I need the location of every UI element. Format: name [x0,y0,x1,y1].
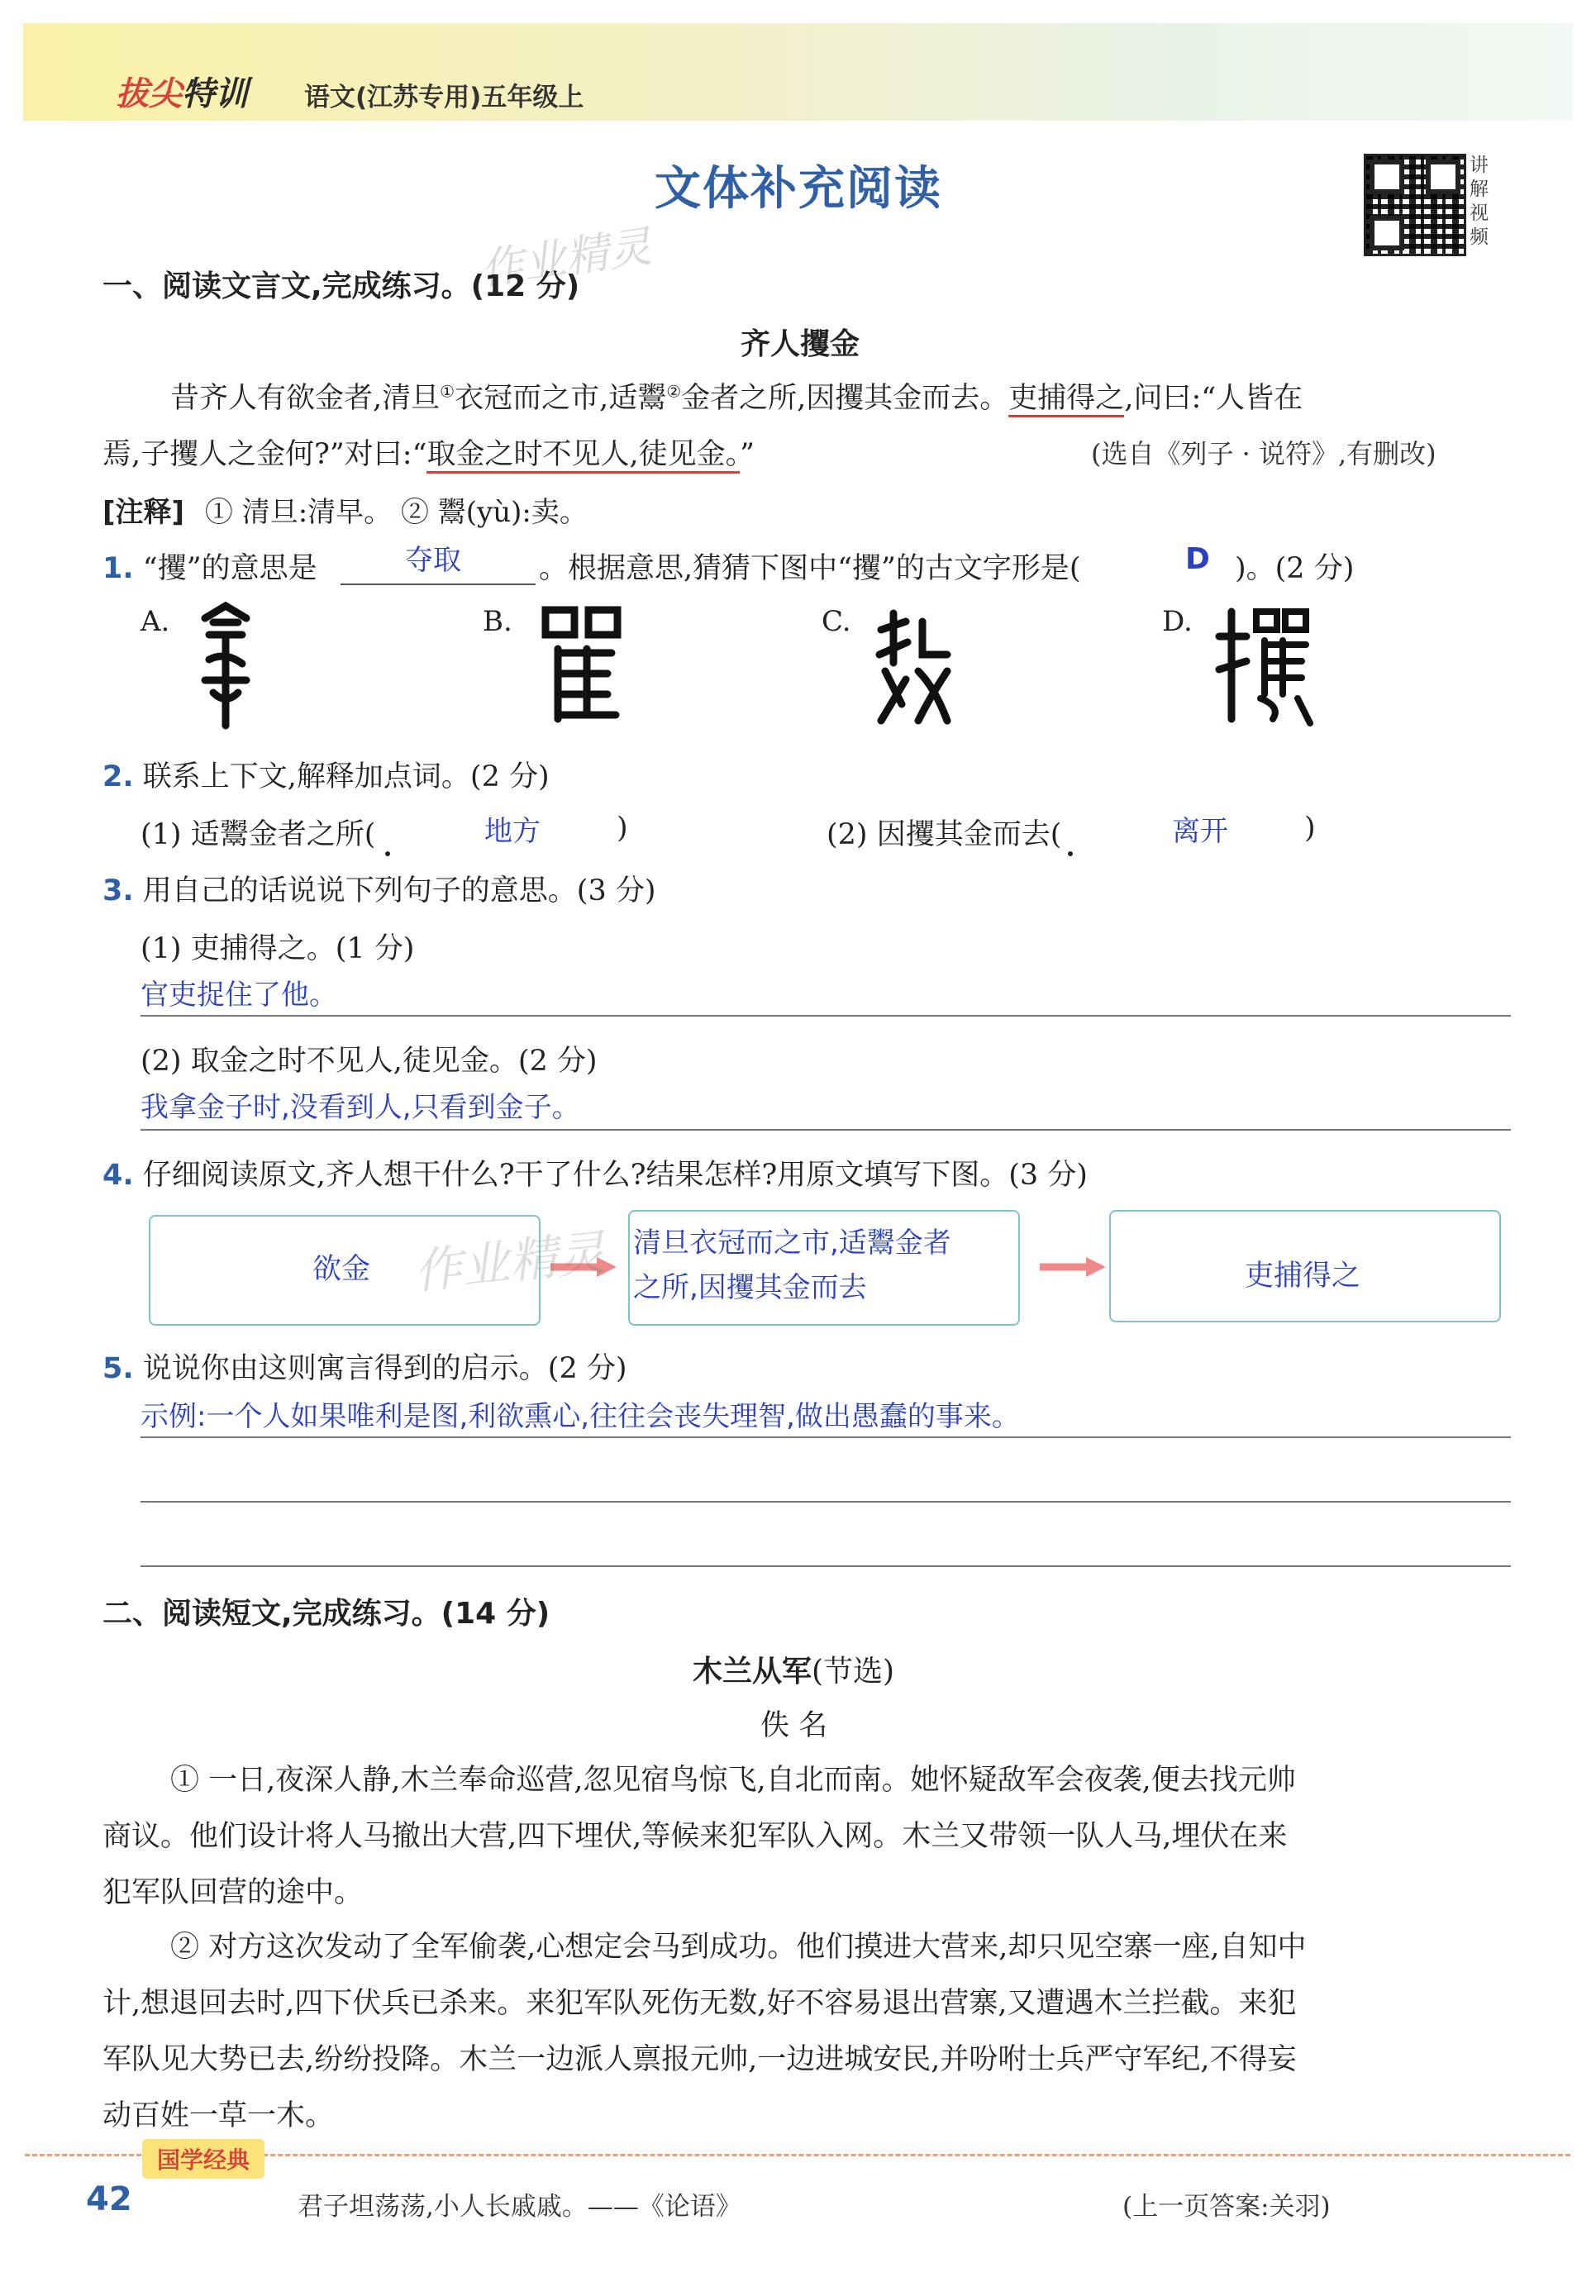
paragraph-line: 动百姓一草一木。 [102,2099,335,2132]
flow-box-text: 吏捕得之 [1245,1260,1361,1293]
ancient-glyph-c [873,605,955,729]
answer-line [141,1501,1511,1503]
question-text: 联系上下文,解释加点词。(2 分) [142,760,550,793]
flow-box-text: 之所,因攫其金而去 [633,1271,867,1304]
source-citation: (选自《列子 · 说符》,有删改) [1091,438,1436,469]
question-number: 2. [102,760,134,793]
paragraph-line: ① 一日,夜深人静,木兰奉命巡营,忽见宿鸟惊飞,自北而南。她怀疑敌军会夜袭,便去找元帅 [170,1764,1296,1797]
note-label: [注释] [102,496,185,529]
answer-text: 我拿金子时,没看到人,只看到金子。 [141,1091,580,1124]
paragraph-line: 商议。他们设计将人马撤出大营,四下埋伏,等候来犯军队入网。木兰又带领一队人马,埋伏在来 [102,1820,1288,1853]
answer-line [141,1129,1511,1131]
paragraph-line: 犯军队回营的途中。 [102,1876,364,1909]
question-5 [102,1346,627,1387]
q3-item-1: (1) 吏捕得之。(1 分) [141,932,415,965]
flow-box-text: 清旦衣冠而之市,适鬻金者 [633,1227,951,1260]
answer-choice: D [1185,542,1210,576]
ancient-glyph-b [537,603,628,727]
section2-heading: 二、阅读短文,完成练习。(14 分) [102,1597,550,1631]
underlined-sentence: 吏捕得之 [1008,382,1124,417]
answer-text: 离开 [1172,815,1228,848]
brand-part-a: 拔尖 [116,75,182,113]
question-text: “攫”的意思是 [142,552,317,585]
page-title: 文体补充阅读 [655,162,942,216]
footer-tag: 国学经典 [142,2139,264,2179]
ancient-glyph-d [1215,603,1314,727]
option-label-c: C. [822,605,851,638]
passage-text: 昔齐人有欲金者,清旦 [170,382,441,415]
brand-part-b: 特训 [182,75,248,113]
answer-text: 示例:一个人如果唯利是图,利欲熏心,往往会丧失理智,做出愚蠢的事来。 [141,1400,1020,1433]
note-text: ① 清旦:清早。 ② 鬻(yù):卖。 [204,496,588,529]
question-text: 。根据意思,猜猜下图中“攫”的古文字形是( [539,552,1081,585]
passage-line-2 [102,431,755,473]
question-text: 说说你由这则寓言得到的启示。(2 分) [142,1352,627,1385]
question-3 [102,868,656,909]
passage-text: ,问曰:“人皆在 [1124,382,1303,415]
answer-line [141,1436,1511,1438]
flow-arrow [1038,1255,1108,1279]
subject-label: 语文(江苏专用)五年级上 [304,83,584,112]
page-number: 42 [86,2180,132,2218]
question-text: 用自己的话说说下列句子的意思。(3 分) [142,874,656,907]
close-paren: ) [617,812,628,845]
text-title: 齐人攫金 [741,327,860,361]
answer-blank [341,584,536,585]
passage-text: ” [740,438,755,471]
answer-line [141,1565,1511,1567]
paragraph-line: 军队见大势已去,纷纷投降。木兰一边派人禀报元帅,一边进城安民,并吩咐士兵严守军纪,不得妄 [102,2043,1297,2076]
section1-heading: 一、阅读文言文,完成练习。(12 分) [102,269,580,303]
option-label-a: A. [141,605,170,638]
passage-text: 焉,子攫人之金何?”对曰:“ [102,438,427,471]
answer-text: 地方 [484,815,541,848]
title-main: 木兰从军 [693,1655,812,1689]
author: 佚 名 [760,1709,828,1742]
paragraph-line: ② 对方这次发动了全军偷袭,心想定会马到成功。他们摸进大营来,却只见空寨一座,自知中 [170,1931,1307,1964]
question-number: 5. [102,1352,134,1385]
question-1 [102,545,317,587]
answer-line [141,1015,1511,1017]
underlined-sentence: 取金之时不见人,徒见金。 [426,438,740,474]
question-2 [102,754,550,795]
question-4 [102,1152,1088,1193]
question-text: )。(2 分) [1235,552,1355,585]
question-number: 3. [102,874,134,907]
flow-box-text: 欲金 [312,1253,371,1286]
question-number: 4. [102,1159,134,1192]
q3-item-2: (2) 取金之时不见人,徒见金。(2 分) [141,1045,598,1078]
header-banner [23,23,1573,121]
text-title [693,1648,894,1690]
answer-text: 夺取 [405,544,461,577]
emphasis-dot [385,851,390,856]
answer-text: 官吏捉住了他。 [141,979,337,1012]
footer-quote: 君子坦荡荡,小人长戚戚。——《论语》 [298,2192,741,2222]
brand-logo [116,68,248,115]
close-paren: ) [1304,812,1316,845]
qr-code[interactable] [1364,154,1466,256]
q2-item-2: (2) 因攫其金而去( [827,818,1062,851]
passage-line-1 [170,375,1303,417]
watermark: 作业精灵 [411,1224,608,1300]
footnote-2: ② [666,381,682,402]
notes [102,489,588,530]
passage-text: 衣冠而之市,适鬻 [455,382,667,415]
option-label-b: B. [483,605,512,638]
paragraph-line: 计,想退回去时,四下伏兵已杀来。来犯军队死伤无数,好不容易退出营寨,又遭遇木兰拦截。来犯 [102,1987,1297,2020]
q2-item-1: (1) 适鬻金者之所( [141,818,376,851]
question-text: 仔细阅读原文,齐人想干什么?干了什么?结果怎样?用原文填写下图。(3 分) [142,1159,1088,1192]
title-suffix: (节选) [812,1655,895,1689]
watermark: 作业精灵 [477,222,655,296]
option-label-d: D. [1162,605,1193,638]
footnote-1: ① [440,381,455,402]
question-number: 1. [102,552,134,585]
passage-text: 金者之所,因攫其金而去。 [681,382,1009,415]
emphasis-dot [1068,851,1073,856]
qr-label: 讲解视频 [1470,155,1489,248]
prev-page-answer: (上一页答案:关羽) [1122,2192,1331,2222]
ancient-glyph-a [188,602,263,734]
